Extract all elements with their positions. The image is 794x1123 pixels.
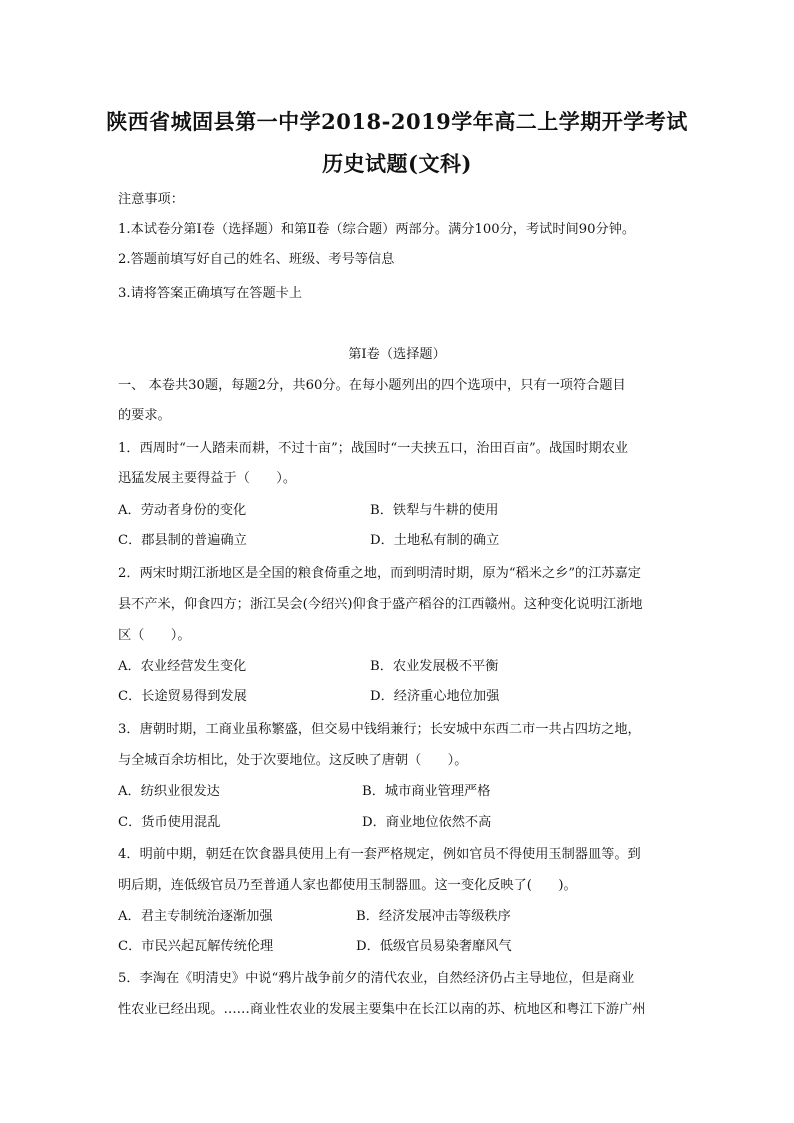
question-4-option-a: A．君主专制统治逐渐加强 [118,909,273,924]
question-3-stem-line2: 与全城百余坊相比，处于次要地位。这反映了唐朝（ ）。 [118,753,468,768]
question-1-stem-line1: 1．西周时“一人踏耒而耕，不过十亩”；战国时“一夫挟五口，治田百亩”。战国时期农业 [118,441,629,456]
notice-item-3: 3.请将答案正确填写在答题卡上 [118,286,303,301]
question-4-option-b: B．经济发展冲击等级秩序 [356,909,511,924]
question-2-stem-line3: 区（ ）。 [118,628,191,643]
question-1-option-d: D．土地私有制的确立 [370,533,500,548]
question-2-stem-line1: 2．两宋时期江浙地区是全国的粮食倚重之地，而到明清时期，原为“稻米之乡”的江苏嘉定 [118,566,641,581]
question-2-option-c: C．长途贸易得到发展 [118,689,247,704]
question-4-option-d: D．低级官员易染奢靡风气 [356,939,512,954]
question-3-stem-line1: 3．唐朝时期，工商业虽称繁盛，但交易中钱绢兼行；长安城中东西二市一共占四坊之地， [118,722,641,737]
question-4-stem-line1: 4．明前中期，朝廷在饮食器具使用上有一套严格规定，例如官员不得使用玉制器皿等。到 [118,847,641,862]
notice-item-1: 1.本试卷分第Ⅰ卷（选择题）和第Ⅱ卷（综合题）两部分。满分100分，考试时间90分钟。 [118,222,636,237]
exam-title-line2: 历史试题(文科) [322,151,472,176]
question-1-stem-line2: 迅猛发展主要得益于（ ）。 [118,471,297,486]
question-4-option-c: C．市民兴起瓦解传统伦理 [118,939,274,954]
question-2-option-a: A．农业经营发生变化 [118,659,247,674]
notice-item-2: 2.答题前填写好自己的姓名、班级、考号等信息 [118,252,395,267]
question-1-option-a: A．劳动者身份的变化 [118,503,247,518]
question-2-option-d: D．经济重心地位加强 [370,689,500,704]
section-heading: 第Ⅰ卷（选择题） [348,347,446,362]
exam-title-line1: 陕西省城固县第一中学2018-2019学年高二上学期开学考试 [106,109,688,134]
section-instructions-line2: 的要求。 [118,408,171,423]
notice-heading: 注意事项： [118,192,184,207]
question-3-option-b: B．城市商业管理严格 [362,784,491,799]
question-3-option-d: D．商业地位依然不高 [362,815,492,830]
question-1-option-b: B．铁犁与牛耕的使用 [370,503,499,518]
question-4-stem-line2: 明后期，连低级官员乃至普通人家也都使用玉制器皿。这一变化反映了( )。 [118,878,577,893]
question-2-option-b: B．农业发展极不平衡 [370,659,499,674]
question-3-option-c: C．货币使用混乱 [118,815,221,830]
question-3-option-a: A．纺织业很发达 [118,784,220,799]
question-5-stem-line2: 性农业已经出现。……商业性农业的发展主要集中在长江以南的苏、杭地区和粤江下游广州 [118,1002,646,1017]
question-2-stem-line2: 县不产米，仰食四方；浙江吴会(今绍兴)仰食于盛产稻谷的江西赣州。这种变化说明江浙地 [118,597,643,612]
question-5-stem-line1: 5．李淘在《明清史》中说“鸦片战争前夕的清代农业，自然经济仍占主导地位，但是商业 [118,971,635,986]
section-instructions-line1: 一、 本卷共30题，每题2分，共60分。在每小题列出的四个选项中，只有一项符合题目 [118,378,626,393]
question-1-option-c: C．郡县制的普遍确立 [118,533,247,548]
